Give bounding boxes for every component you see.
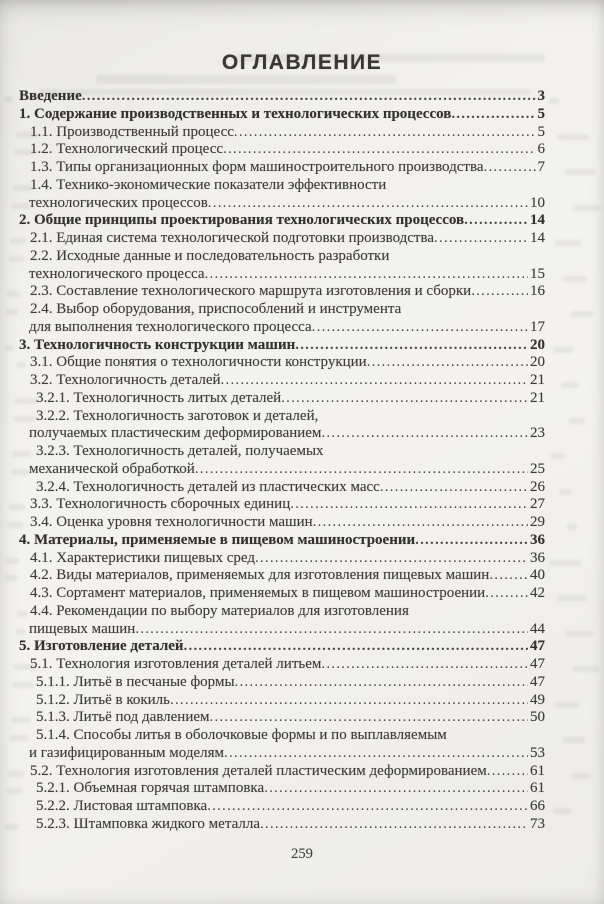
toc-entry-text: 1.3. Типы организационных форм машиностроительного производства xyxy=(30,159,484,175)
toc-entry-text: 3.2.3. Технологичность деталей, получаемых xyxy=(36,443,324,459)
toc-row xyxy=(19,567,545,585)
bleed-through-artifact xyxy=(551,453,565,459)
toc-page-number: 17 xyxy=(530,318,545,335)
dot-leader xyxy=(210,709,528,727)
toc-entry-text: 5.1.2. Литьё в кокиль xyxy=(36,691,171,708)
toc-row xyxy=(19,692,545,710)
toc-entry-text: для выполнения технологического процесса xyxy=(29,318,312,335)
toc-page-number: 21 xyxy=(530,389,545,406)
dot-leader xyxy=(321,656,528,674)
toc-row xyxy=(19,585,545,603)
bleed-through-artifact xyxy=(6,558,19,564)
bleed-through-artifact xyxy=(573,666,599,672)
toc-entry-text: 2.1. Единая система технологической подготовки производства xyxy=(30,230,435,246)
toc-entry-text: 5.2.3. Штамповка жидкого металла xyxy=(36,815,260,832)
dot-leader xyxy=(489,567,528,585)
toc-row xyxy=(19,319,545,337)
dot-leader xyxy=(235,674,528,692)
dot-leader xyxy=(207,798,528,816)
toc-page-number: 6 xyxy=(537,141,545,158)
toc-row xyxy=(19,745,545,763)
toc-entry-text: 5.2.2. Листовая штамповка xyxy=(36,798,208,814)
footer-page-number: 259 xyxy=(291,846,313,862)
toc-entry-text: и газифицированным моделям xyxy=(29,744,224,761)
toc-row xyxy=(19,159,545,177)
toc-row xyxy=(19,337,545,355)
toc-row xyxy=(19,461,545,479)
dot-leader xyxy=(485,585,528,603)
toc-list xyxy=(19,88,545,834)
dot-leader xyxy=(184,638,528,656)
toc-page-number: 36 xyxy=(530,531,545,548)
toc-row xyxy=(19,727,545,745)
toc-page-number: 50 xyxy=(530,709,545,726)
toc-entry-text: 5.1.4. Способы литья в оболочковые формы и по выплавляемым xyxy=(36,727,447,743)
dot-leader xyxy=(312,319,528,337)
dot-leader xyxy=(264,780,528,798)
toc-page-number: 49 xyxy=(530,691,545,708)
toc-row xyxy=(19,550,545,568)
dot-leader xyxy=(135,621,528,639)
toc-entry-text: 5.2.1. Объемная горячая штамповка xyxy=(36,780,265,797)
toc-row xyxy=(19,514,545,532)
toc-page-number: 47 xyxy=(530,656,545,672)
toc-entry-text: 3.2.4. Технологичность деталей из пластических масс xyxy=(36,478,380,495)
toc-row xyxy=(19,177,545,195)
dot-leader xyxy=(451,106,535,124)
toc-row xyxy=(19,390,545,408)
toc-row xyxy=(19,88,545,106)
bleed-through-artifact xyxy=(4,345,14,351)
toc-page-number: 20 xyxy=(530,336,545,353)
toc-page-number: 10 xyxy=(530,194,545,211)
bleed-through-artifact xyxy=(549,98,559,104)
toc-row xyxy=(19,212,545,230)
toc-row xyxy=(19,709,545,727)
bleed-through-artifact xyxy=(573,205,601,211)
toc-entry-text: 3.2.2. Технологичность заготовок и деталей, xyxy=(36,407,319,424)
toc-page-number: 47 xyxy=(530,638,545,655)
toc-entry-text: 3.2. Технологичность деталей xyxy=(30,372,221,388)
toc-row xyxy=(19,141,545,159)
bleed-through-artifact xyxy=(553,347,573,353)
toc-row xyxy=(19,479,545,497)
toc-entry-text: 1.1. Производственный процесс xyxy=(30,123,234,140)
toc-entry-text: 2. Общие принципы проектирования технологических процессов xyxy=(19,212,465,229)
toc-entry-text: 3.1. Общие понятия о технологичности конструкции xyxy=(30,354,367,371)
toc-row xyxy=(19,248,545,266)
toc-entry-text: пищевых машин xyxy=(29,620,136,637)
toc-row xyxy=(19,266,545,284)
toc-page-number: 61 xyxy=(530,780,545,797)
toc-entry-text: получаемых пластическим деформированием xyxy=(29,425,322,442)
toc-entry-text: технологических процессов xyxy=(29,194,208,211)
dot-leader xyxy=(255,550,528,568)
bleed-through-artifact xyxy=(563,276,587,282)
toc-page-number: 23 xyxy=(530,425,545,442)
bleed-through-artifact xyxy=(563,737,585,743)
toc-entry-text: 3.2.1. Технологичность литых деталей xyxy=(36,389,282,406)
dot-leader xyxy=(321,425,528,443)
dot-leader xyxy=(484,159,536,177)
bleed-through-artifact xyxy=(96,75,396,84)
toc-page-number: 61 xyxy=(530,762,545,779)
toc-row xyxy=(19,496,545,514)
toc-row xyxy=(19,301,545,319)
dot-leader xyxy=(367,354,528,372)
toc-entry-text: 2.2. Исходные данные и последовательность разработки xyxy=(30,247,390,264)
toc-row xyxy=(19,106,545,124)
dot-leader xyxy=(260,816,528,834)
page-title: ОГЛАВЛЕНИЕ xyxy=(221,51,383,74)
dot-leader xyxy=(205,266,528,284)
toc-entry-text: 1.2. Технологический процесс xyxy=(30,141,224,158)
bleed-through-artifact xyxy=(5,575,17,581)
dot-leader xyxy=(82,88,536,106)
toc-row xyxy=(19,656,545,674)
toc-page-number: 36 xyxy=(530,549,545,566)
dot-leader xyxy=(290,496,528,514)
toc-entry-text: 5.1. Технология изготовления деталей литьем xyxy=(30,656,322,672)
bleed-through-artifact xyxy=(553,808,571,814)
bleed-through-artifact xyxy=(555,702,579,708)
toc-row xyxy=(19,443,545,461)
toc-entry-text: 5.1.1. Литьё в песчаные формы xyxy=(36,673,235,690)
bleed-through-artifact xyxy=(6,309,18,315)
dot-leader xyxy=(487,763,528,781)
bleed-through-artifact xyxy=(567,524,577,530)
bleed-through-artifact xyxy=(549,560,581,566)
dot-leader xyxy=(195,461,528,479)
toc-entry-text: 4.1. Характеристики пищевых сред xyxy=(30,549,255,566)
toc-row xyxy=(19,425,545,443)
dot-leader xyxy=(281,390,528,408)
toc-page-number: 40 xyxy=(530,567,545,584)
bleed-through-artifact xyxy=(4,96,13,102)
dot-leader xyxy=(464,212,528,230)
toc-page-number: 42 xyxy=(530,585,545,601)
toc-entry-text: Введение xyxy=(19,88,82,104)
toc-entry-text: 4.3. Сортамент материалов, применяемых в пищевом машиностроении xyxy=(30,585,486,601)
dot-leader xyxy=(170,692,528,710)
toc-page-number: 53 xyxy=(530,744,545,761)
toc-page-number: 3 xyxy=(537,88,545,104)
toc-page-number: 20 xyxy=(530,354,545,371)
toc-entry-text: 3.3. Технологичность сборочных единиц xyxy=(30,496,291,513)
dot-leader xyxy=(434,230,528,248)
toc-entry-text: 5.1.3. Литьё под давлением xyxy=(36,709,210,726)
toc-row xyxy=(19,638,545,656)
bleed-through-artifact xyxy=(565,169,595,175)
toc-page-number: 5 xyxy=(537,123,545,140)
toc-row xyxy=(19,408,545,426)
bleed-through-artifact xyxy=(565,631,593,637)
toc-row xyxy=(19,372,545,390)
bleed-through-artifact xyxy=(5,824,18,830)
toc-row xyxy=(19,354,545,372)
toc-page-number: 15 xyxy=(530,265,545,282)
toc-page-number: 47 xyxy=(530,673,545,690)
bleed-through-artifact xyxy=(561,382,579,388)
dot-leader xyxy=(224,745,528,763)
toc-page-number: 27 xyxy=(530,496,545,513)
toc-page-number: 44 xyxy=(530,620,545,637)
toc-row xyxy=(19,798,545,816)
toc-page-number: 7 xyxy=(537,159,545,175)
toc-entry-text: 5. Изготовление деталей xyxy=(19,638,184,655)
bleed-through-artifact xyxy=(559,489,571,495)
toc-entry-text: 1. Содержание производственных и технологических процессов xyxy=(19,105,452,122)
toc-row xyxy=(19,621,545,639)
toc-row xyxy=(19,230,545,248)
dot-leader xyxy=(415,532,528,550)
bleed-through-artifact xyxy=(555,240,581,246)
toc-entry-text: механической обработкой xyxy=(29,460,195,477)
toc-entry-text: 2.3. Составление технологического маршрута изготовления и сборки xyxy=(30,283,472,300)
toc-row xyxy=(19,674,545,692)
toc-entry-text: 3. Технологичность конструкции машин xyxy=(19,336,296,353)
toc-entry-text: 4.2. Виды материалов, применяемых для изготовления пищевых машин xyxy=(30,567,490,584)
toc-page-number: 5 xyxy=(537,105,545,122)
toc-entry-text: 4. Материалы, применяемые в пищевом машиностроении xyxy=(19,531,416,548)
toc-entry-text: 2.4. Выбор оборудования, приспособлений и инструмента xyxy=(30,301,402,317)
toc-row xyxy=(19,124,545,142)
toc-entry-text: 5.2. Технология изготовления деталей пластическим деформированием xyxy=(30,762,487,779)
toc-page-number: 14 xyxy=(530,230,545,246)
dot-leader xyxy=(313,514,528,532)
toc-entry-text: 4.4. Рекомендации по выбору материалов для изготовления xyxy=(30,602,409,619)
bleed-through-artifact xyxy=(569,418,585,424)
toc-page-number: 29 xyxy=(530,514,545,530)
toc-page-number: 16 xyxy=(530,283,545,300)
toc-page-number: 21 xyxy=(530,372,545,388)
toc-row xyxy=(19,532,545,550)
toc-page-number: 14 xyxy=(530,212,545,229)
toc-row xyxy=(19,780,545,798)
toc-row xyxy=(19,283,545,301)
toc-page-number: 26 xyxy=(530,478,545,495)
toc-page-number: 25 xyxy=(530,460,545,477)
toc-page-number: 73 xyxy=(530,815,545,832)
bleed-through-artifact xyxy=(557,134,589,140)
dot-leader xyxy=(295,337,528,355)
toc-row xyxy=(19,816,545,834)
toc-row xyxy=(19,195,545,213)
dot-leader xyxy=(234,124,536,142)
toc-entry-text: 1.4. Технико-экономические показатели эффективности xyxy=(30,176,387,193)
toc-page-number: 66 xyxy=(530,798,545,814)
bleed-through-artifact xyxy=(571,311,593,317)
dot-leader xyxy=(221,372,528,390)
bleed-through-artifact xyxy=(571,773,591,779)
toc-entry-text: 3.4. Оценка уровня технологичности машин xyxy=(30,514,313,530)
toc-row xyxy=(19,603,545,621)
dot-leader xyxy=(471,283,528,301)
toc-row xyxy=(19,763,545,781)
dot-leader xyxy=(223,141,535,159)
dot-leader xyxy=(380,479,528,497)
dot-leader xyxy=(208,195,528,213)
toc-entry-text: технологического процесса xyxy=(29,265,205,282)
bleed-through-artifact xyxy=(557,595,587,601)
